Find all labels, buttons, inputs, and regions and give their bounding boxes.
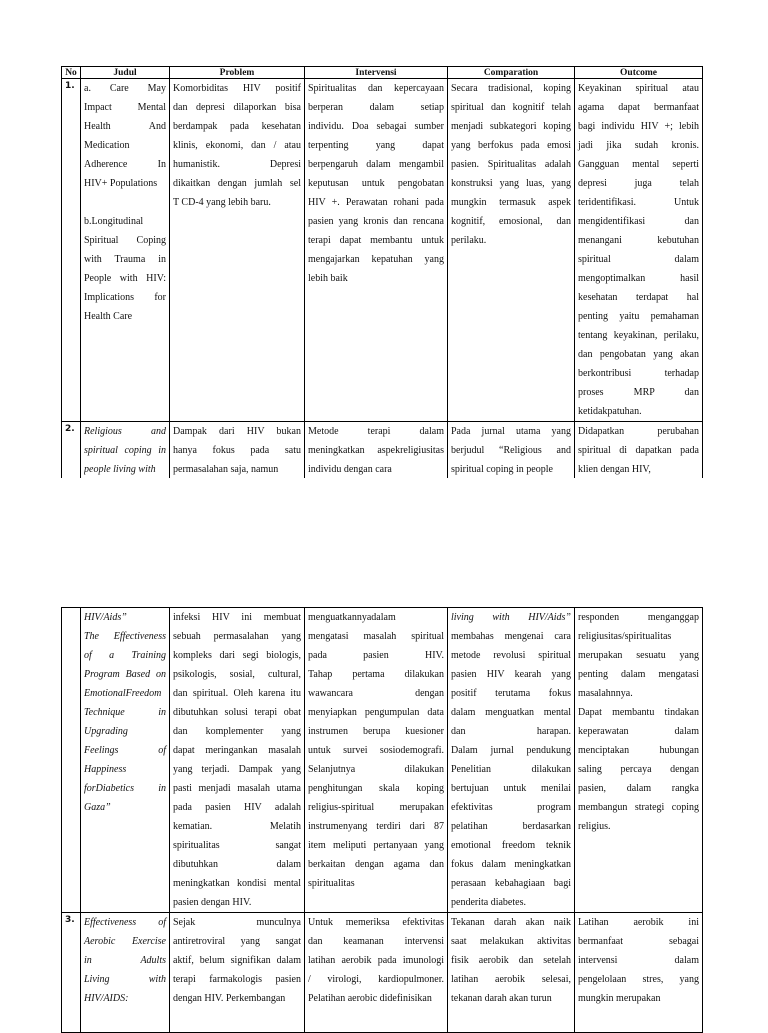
outcome-cell [575,913,703,1033]
cell-text-line: metode revolusi spiritual [451,650,571,661]
cell-text-line: meningkatkan kondisi mental [173,878,301,889]
cell-text-line: kesehatan terdapat hal [578,292,699,303]
cell-text-line: berpengaruh dalam mengambil [308,159,444,170]
judul-cell [81,913,170,1033]
cell-text-line: untuk survei sosiodemografi. [308,745,444,756]
cell-text-line: people living with [84,464,156,475]
cell-text-line: sebuah permasalahan yang [173,631,301,642]
cell-text-line: dibutuhkan dalam [173,859,301,870]
judul-a [84,79,166,193]
cell-text-line: spiritualitas [308,878,355,889]
cell-text-line: dan harapan. [451,726,571,737]
cell-text-line: berkaitan dengan agama dan [308,859,444,870]
cell-text-line: berperan dalam setiap [308,102,444,113]
cell-text-line: / virologi, kardiopulmoner. [308,974,444,985]
cell-text-line: Spiritual Coping [84,235,166,246]
cell-text-line: keputusan untuk pengobatan [308,178,444,189]
cell-text-line: agama dapat bermanfaat [578,102,699,113]
cell-text-line: Adherence In [84,159,166,170]
cell-text-line: dan pengobatan yang akan [578,349,699,360]
cell-text-line: pasti menjadi masalah utama [173,783,301,794]
cell-text-line: psikologis, sosial, cultural, [173,669,301,680]
cell-text-line: dikaitkan dengan jumlah sel [173,178,301,189]
intervensi-cell [305,608,448,913]
cell-text-line: of a Training [84,650,166,661]
cell-text-line: religius-spiritual merupakan [308,802,444,813]
problem-cell [170,422,305,480]
cell-text-line: Aerobic Exercise [84,936,166,947]
cell-text-line: Secara tradisional, koping [451,83,571,94]
cell-text-line: fokus dalam meningkatkan [451,859,571,870]
cell-text-line: Dalam jurnal pendukung [451,745,571,756]
cell-text-line: spiritualitas sangat [173,840,301,851]
cell-text-line: infeksi HIV ini membuat [173,612,301,623]
cell-text-line: penting dalam mengatasi [578,669,699,680]
problem-cell [170,913,305,1033]
cell-text-line: Technique in [84,707,166,718]
cell-text-line: Medication [84,140,130,151]
cell-text-line: Latihan aerobik ini [578,917,699,928]
cell-text-line: proses MRP dan [578,387,699,398]
cell-text-line: menjadi subkategori koping [451,121,571,132]
cell-text-line: Happiness [84,764,127,775]
cell-text-line: EmotionalFreedom [84,688,162,699]
comparation-cell [448,422,575,480]
cell-text-line: masalahnnya. [578,688,633,699]
cell-text-line: saat melakukan aktivitas [451,936,571,947]
cell-text-line: Didapatkan perubahan [578,426,699,437]
cell-text-line: aktif, belum signifikan dalam [173,955,301,966]
cell-text-line: Penelitian dilakukan [451,764,571,775]
cell-text-line: terapi farmakologis pasien [173,974,301,985]
journal-comparison-table [61,66,703,480]
cell-text-line: bagi individu HIV +; lebih [578,121,699,132]
cell-text-line: religiusitas/spiritualitas [578,631,672,642]
cell-text-line: jadi jika sudah kronis. [578,140,699,151]
problem-cell [170,608,305,913]
intervensi-cell [305,422,448,480]
row-number [62,608,81,913]
outcome-cell [575,608,703,913]
cell-text-line: emotional freedom teknik [451,840,571,851]
journal-comparison-table-continued [61,607,703,1033]
judul-cell [81,422,170,480]
cell-text-line: responden menganggap [578,612,699,623]
cell-text-line: keperawatan dalam [578,726,699,737]
table-header-row [62,67,703,79]
cell-text-line: meningkatkan aspekreligiusitas [308,445,444,456]
cell-text-line: bertujuan untuk menilai [451,783,571,794]
cell-text-line: Keyakinan spiritual atau [578,83,699,94]
cell-text-line: saling percaya dengan [578,764,699,775]
cell-text-line: instrumenyang terdiri dari 87 [308,821,444,832]
cell-text-line: Tahap pertama dilakukan [308,669,444,680]
cell-text-line: pasien dengan HIV. [173,897,252,908]
cell-text-line: menciptakan hubungan [578,745,699,756]
cell-text-line: forDiabetics in [84,783,166,794]
judul-cell [81,608,170,913]
cell-text-line: Living with [84,974,166,985]
outcome-cell [575,422,703,480]
cell-text-line: perasaan kebahagiaan bagi [451,878,571,889]
cell-text-line: mengajarkan kepatuhan yang [308,254,444,265]
cell-text-line: merupakan sesuatu yang [578,650,699,661]
cell-text-line: penting yaitu pemahaman [578,311,699,322]
cell-text-line: berkontribusi terhadap [578,368,699,379]
cell-text-line: Pelatihan aerobic didefinisikan [308,993,432,1004]
cell-text-line: kematian. Melatih [173,821,301,832]
cell-text-line: Metode terapi dalam [308,426,444,437]
cell-text-line: in Adults [84,955,166,966]
header-judul: Judul [81,67,170,79]
cell-text-line: yang berfokus pada emosi [451,140,571,151]
cell-text-line: dapat meringankan masalah [173,745,301,756]
cell-text-line: spiritual coping in [84,445,166,456]
cell-text-line: pasien. Spiritualitas adalah [451,159,571,170]
cell-text-line: berdampak pada kesehatan [173,121,301,132]
cell-text-line: Upgrading [84,726,128,737]
intervensi-cell [305,79,448,422]
cell-text-line: positif terutama fokus [451,688,571,699]
cell-text-line: item meliputi pertanyaan yang [308,840,444,851]
cell-text-line: b.Longitudinal [84,216,144,227]
cell-text-line: spiritual coping in people [451,464,553,475]
cell-text-line: The Effectiveness [84,631,166,642]
judul-b [84,212,166,326]
cell-text-line: individu dengan cara [308,464,392,475]
cell-text-line: dalam menguatkan mental [451,707,571,718]
cell-text-line: menangani kebutuhan [578,235,699,246]
table-row [62,913,703,1033]
cell-text-line: Gangguan mental seperti [578,159,699,170]
row-number: 3. [62,913,81,1033]
cell-text-line: HIV/Aids” [84,612,127,623]
comparation-cell [448,79,575,422]
cell-text-line: pengelolaan stres, yang [578,974,699,985]
cell-text-line: dan komplementer yang [173,726,301,737]
cell-text-line: ketidakpatuhan. [578,406,642,417]
cell-text-line: dan keamanan intervensi [308,936,444,947]
header-problem: Problem [170,67,305,79]
table-row [62,422,703,480]
cell-text-line: religius. [578,821,611,832]
cell-text-line: mengoptimalkan hasil [578,273,699,284]
cell-text-line: terpenting yang dapat [308,140,444,151]
cell-text-line: tekanan darah akan turun [451,993,552,1004]
cell-text-line: mungkin termasuk aspek [451,197,571,208]
cell-text-line: berjudul “Religious and [451,445,571,456]
cell-text-line: intervensi dalam [578,955,699,966]
cell-text-line: HIV +. Perawatan rohani pada [308,197,444,208]
row-number: 2. [62,422,81,480]
table-row [62,608,703,913]
cell-text-line: pada pasien HIV adalah [173,802,301,813]
cell-text-line: Dampak dari HIV bukan [173,426,301,437]
cell-text-line: yang terjadi. Dampak yang [173,764,301,775]
cell-text-line: konstruksi yang luas, yang [451,178,571,189]
cell-text-line: pelatihan berdasarkan [451,821,571,832]
cell-text-line: T CD-4 yang lebih baru. [173,197,271,208]
cell-text-line: kompleks dari segi biologis, [173,650,301,661]
cell-text-line: Gaza” [84,802,111,813]
header-comparation: Comparation [448,67,575,79]
cell-text-line: efektivitas program [451,802,571,813]
cell-text-line: spiritual dalam [578,254,699,265]
cell-text-line: terapi dapat membantu untuk [308,235,444,246]
cell-text-line: Health Care [84,311,133,322]
cell-text-line: dibutuhkan solusi terapi obat [173,707,301,718]
cell-text-line: Dapat membantu tindakan [578,707,699,718]
page-break-gap [0,478,768,606]
cell-text-line: dengan HIV. Perkembangan [173,993,286,1004]
judul-cell [81,79,170,422]
header-intervensi: Intervensi [305,67,448,79]
cell-text-line: teridentifikasi. Untuk [578,197,699,208]
cell-text-line: Pada jurnal utama yang [451,426,571,437]
cell-text-line: humanistik. Depresi [173,159,301,170]
cell-text-line: dan depresi dilaporkan bisa [173,102,301,113]
cell-text-line: Effectiveness of [84,917,166,928]
comparation-cell [448,608,575,913]
cell-text-line: lebih baik [308,273,348,284]
cell-text-line: Implications for [84,292,166,303]
problem-cell [170,79,305,422]
cell-text-line: People with HIV: [84,273,166,284]
cell-text-line: HIV+ Populations [84,178,158,189]
outcome-cell [575,79,703,422]
cell-text-line: Komorbiditas HIV positif [173,83,301,94]
cell-text-line: individu. Doa sebagai sumber [308,121,444,132]
cell-text-line: latihan aerobik pada imunologi [308,955,444,966]
cell-text-line: pasien yang kronis dan rencana [308,216,444,227]
cell-text-line: with Trauma in [84,254,166,265]
cell-text-line: mungkin merupakan [578,993,661,1004]
cell-text-line: Selanjutnya dilakukan [308,764,444,775]
cell-text-line: wawancara dengan [308,688,444,699]
cell-text-line: penderita diabetes. [451,897,526,908]
cell-text-line: Feelings of [84,745,166,756]
cell-text-line: spiritual dan kognitif telah [451,102,571,113]
cell-text-line: pasien HIV kearah yang [451,669,571,680]
cell-text-line: klinis, ekonomi, dan / atau [173,140,301,151]
comparation-cell [448,913,575,1033]
cell-text-line: Health And [84,121,166,132]
cell-text-line: Religious and [84,426,166,437]
cell-text-line: Spiritualitas dan kepercayaan [308,83,444,94]
cell-text-line: instrumen berupa kuesioner [308,726,444,737]
cell-text-line: permasalahan saja, namun [173,464,279,475]
cell-text-line: menguatkannyadalam [308,612,396,623]
cell-text-line: mengidentifikasi dan [578,216,699,227]
header-outcome: Outcome [575,67,703,79]
cell-text-line: dan spiritual. Oleh karena itu [173,688,301,699]
cell-text-line: membahas mengenai cara [451,631,571,642]
cell-text-line: pasien, dalam rangka [578,783,699,794]
cell-text-line: tentang keyakinan, perilaku, [578,330,699,341]
cell-text-line: latihan aerobik selesai, [451,974,571,985]
cell-text-line: hanya fokus pada satu [173,445,301,456]
row-number: 1. [62,79,81,422]
cell-text-line: perilaku. [451,235,487,246]
cell-text-line: penghitungan skala koping [308,783,444,794]
cell-text-line: a. Care May [84,83,166,94]
cell-text-line: kognitif, emosional, dan [451,216,571,227]
header-no: No [62,67,81,79]
cell-text-line: menyiapkan pengumpulan data [308,707,444,718]
cell-text-line: antiretroviral yang sangat [173,936,301,947]
cell-text-line: fisik aerobik dan setelah [451,955,571,966]
cell-text-line: Impact Mental [84,102,166,113]
cell-text-line: spiritual di dapatkan pada [578,445,699,456]
cell-text-line: bermanfaat sebagai [578,936,699,947]
cell-text-line: Sejak munculnya [173,917,301,928]
table-row [62,79,703,422]
cell-text-line: Tekanan darah akan naik [451,917,571,928]
cell-text-line: Program Based on [84,669,166,680]
cell-text-line: membangun strategi coping [578,802,699,813]
cell-text-line: mengatasi masalah spiritual [308,631,444,642]
cell-text-line: Untuk memeriksa efektivitas [308,917,444,928]
intervensi-cell [305,913,448,1033]
cell-text-line: depresi juga telah [578,178,699,189]
cell-text-line: pada pasien HIV. [308,650,444,661]
cell-text-line: klien dengan HIV, [578,464,651,475]
cell-text-line: HIV/AIDS: [84,993,129,1004]
cell-text-line: living with HIV/Aids” [451,612,571,623]
